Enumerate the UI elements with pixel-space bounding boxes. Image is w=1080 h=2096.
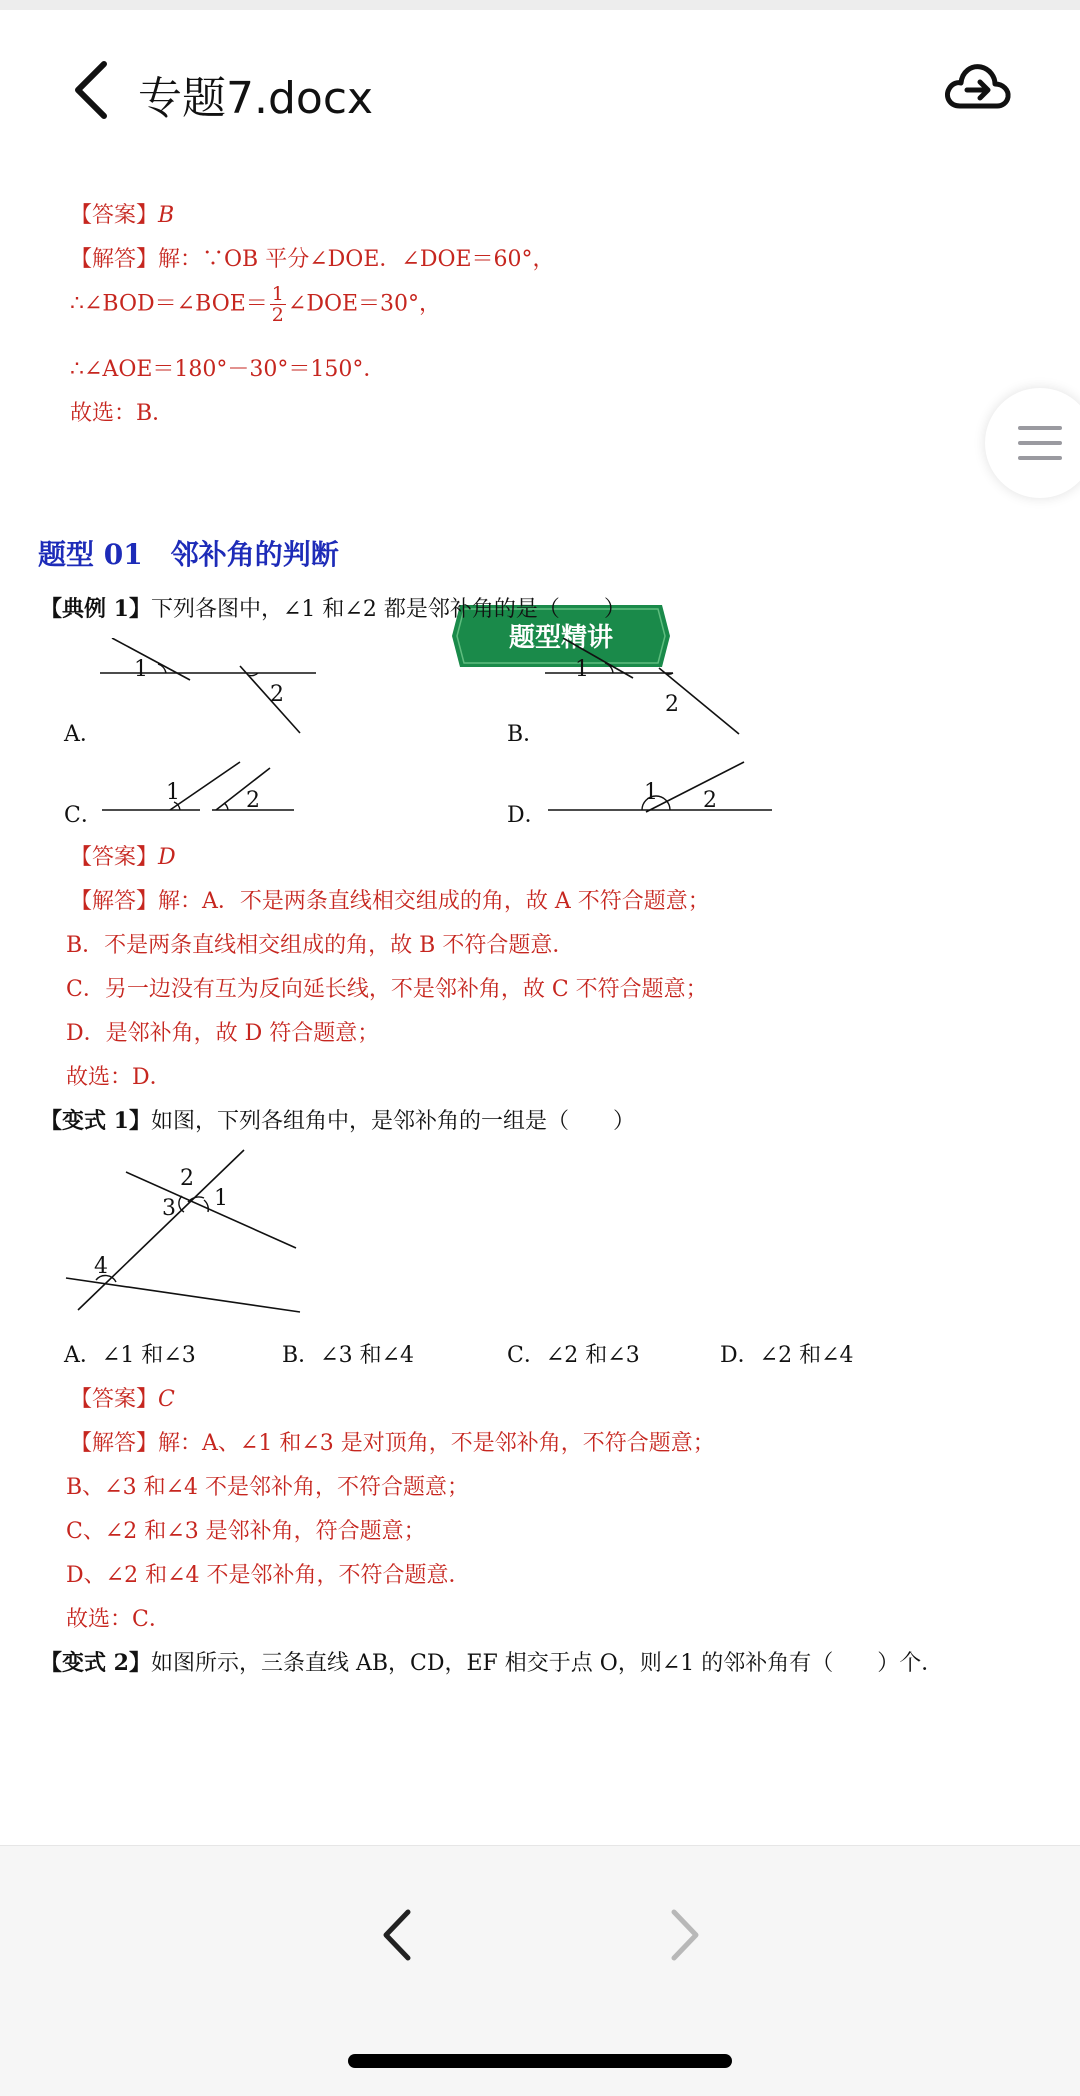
example-1-solution-2: B．不是两条直线相交组成的角，故 B 不符合题意． [66, 933, 575, 958]
option-b-label: B． [507, 722, 546, 747]
figure-label-1: 1 [214, 1186, 228, 1211]
cloud-share-button[interactable] [940, 50, 1014, 124]
angle-1-label: 1 [166, 780, 180, 805]
variant-1-option-c: C．∠2 和∠3 [507, 1343, 640, 1368]
home-indicator[interactable] [348, 2054, 732, 2068]
example-1-answer [70, 840, 176, 871]
solution-label: 【解答】 [70, 1431, 159, 1456]
prev-solution-line-3: ∴∠AOE＝180°－30°＝150°． [70, 357, 386, 382]
back-button[interactable] [66, 50, 126, 130]
section-title: 题型 01 邻补角的判断 [38, 538, 339, 571]
angle-1-label: 1 [644, 780, 658, 805]
app-header [0, 10, 1080, 160]
fraction-numerator: 1 [271, 283, 284, 305]
option-d-label: D． [507, 803, 547, 828]
side-menu-button[interactable] [985, 388, 1080, 498]
question-text: 下列各图中，∠1 和∠2 都是邻补角的是（ ） [150, 597, 626, 622]
answer-value: C [158, 1387, 175, 1412]
variant-label: 【变式 1】 [40, 1108, 151, 1134]
prev-answer-line [70, 198, 174, 229]
angle-2-label: 2 [246, 788, 260, 813]
answer-label: 【答案】 [70, 203, 159, 228]
prev-solution-line-1 [70, 242, 555, 273]
cloud-upload-icon [940, 50, 1014, 124]
variant-1-option-b: B．∠3 和∠4 [282, 1343, 415, 1368]
status-strip [0, 0, 1080, 10]
figure-option-a [100, 638, 320, 738]
fraction-denominator: 2 [271, 304, 284, 326]
variant-1-solution-4: D、∠2 和∠4 不是邻补角，不符合题意． [66, 1563, 471, 1588]
previous-page-button[interactable] [378, 1900, 422, 1970]
chevron-left-icon [378, 1900, 422, 1970]
example-1-solution-1 [70, 884, 710, 915]
angle-1-label: 1 [575, 657, 589, 682]
answer-value: B [158, 203, 175, 228]
example-1-solution-5: 故选：D． [66, 1065, 172, 1090]
document-title: 专题7.docx [138, 73, 374, 124]
example-label: 【典例 1】 [40, 596, 151, 622]
example-1-solution-4: D．是邻补角，故 D 符合题意； [66, 1021, 380, 1046]
figure-option-b [543, 638, 743, 738]
example-1-question [40, 592, 626, 623]
solution-text: 解：A．不是两条直线相交组成的角，故 A 不符合题意； [158, 889, 710, 914]
figure-option-c [100, 760, 300, 820]
figure-label-2: 2 [180, 1166, 194, 1191]
variant-1-solution-2: B、∠3 和∠4 不是邻补角，不符合题意； [66, 1475, 470, 1500]
menu-icon [985, 388, 1080, 498]
fraction [270, 284, 286, 325]
variant-2-question [40, 1646, 943, 1677]
angle-2-label: 2 [665, 692, 679, 717]
question-text: 如图所示，三条直线 AB，CD，EF 相交于点 O，则∠1 的邻补角有（ ）个． [150, 1651, 944, 1676]
document-page[interactable] [0, 160, 1080, 1845]
banner-text: 题型精讲 [508, 623, 613, 653]
solution-label: 【解答】 [70, 247, 159, 272]
figure-label-3: 3 [162, 1196, 176, 1221]
angle-1-label: 1 [134, 657, 148, 682]
angle-2-label: 2 [270, 682, 284, 707]
answer-label: 【答案】 [70, 845, 159, 870]
next-page-button[interactable] [660, 1900, 704, 1970]
angle-2-label: 2 [703, 788, 717, 813]
variant-1-answer [70, 1382, 175, 1413]
variant-1-option-a: A．∠1 和∠3 [64, 1343, 196, 1368]
variant-1-solution-1 [70, 1426, 715, 1457]
solution-text: ∴∠BOD＝∠BOE＝ [70, 291, 268, 317]
chevron-left-icon [66, 50, 126, 130]
figure-label-4: 4 [94, 1254, 108, 1279]
question-text: 如图，下列各组角中，是邻补角的一组是（ ） [150, 1109, 635, 1134]
figure-option-d [546, 760, 776, 820]
prev-solution-line-2 [70, 284, 441, 325]
answer-value: D [158, 845, 176, 870]
option-c-label: C． [64, 803, 103, 828]
prev-solution-line-4: 故选：B． [70, 401, 175, 426]
example-1-solution-3: C．另一边没有互为反向延长线，不是邻补角，故 C 不符合题意； [66, 977, 708, 1002]
variant-1-option-d: D．∠2 和∠4 [720, 1343, 854, 1368]
solution-text: ∠DOE＝30°， [287, 291, 442, 317]
solution-label: 【解答】 [70, 889, 159, 914]
variant-1-solution-5: 故选：C． [66, 1607, 171, 1632]
solution-text: 解：∵OB 平分∠DOE．∠DOE＝60°， [158, 247, 555, 272]
variant-1-solution-3: C、∠2 和∠3 是邻补角，符合题意； [66, 1519, 426, 1544]
solution-text: 解：A、∠1 和∠3 是对顶角，不是邻补角，不符合题意； [158, 1431, 715, 1456]
option-a-label: A． [64, 722, 102, 747]
variant-1-question [40, 1104, 635, 1135]
chevron-right-icon [660, 1900, 704, 1970]
answer-label: 【答案】 [70, 1387, 159, 1412]
variant-label: 【变式 2】 [40, 1650, 151, 1676]
